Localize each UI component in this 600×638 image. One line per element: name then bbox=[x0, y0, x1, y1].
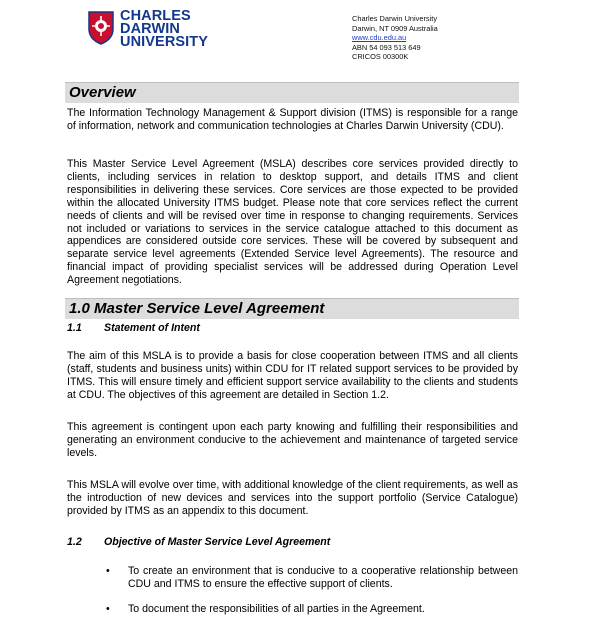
subsection-1-2-number: 1.2 bbox=[67, 536, 82, 548]
list-item-text: To create an environment that is conducive to a cooperative relationship between CDU and ITMS to ensure the effective support of clients. bbox=[128, 565, 518, 590]
subsection-1-2-heading bbox=[67, 536, 330, 548]
objectives-list bbox=[106, 565, 518, 628]
university-crest-icon bbox=[88, 11, 114, 45]
bullet-icon: • bbox=[106, 565, 110, 577]
section-1-heading: 1.0 Master Service Level Agreement bbox=[65, 298, 519, 319]
subsection-1-2-title: Objective of Master Service Level Agreement bbox=[104, 536, 331, 548]
logo-line-1: CHARLES bbox=[120, 8, 191, 24]
overview-paragraph-1: The Information Technology Management & Support division (ITMS) is responsible for a range of information, network and communication technologies at Charles Darwin University (CDU). bbox=[67, 107, 518, 132]
subsection-1-1-heading bbox=[67, 322, 200, 334]
list-item-text: To document the responsibilities of all parties in the Agreement. bbox=[128, 603, 425, 615]
university-logo bbox=[88, 10, 228, 52]
statement-paragraph-2: This agreement is contingent upon each party knowing and fulfilling their responsibilities and generating an environment conducive to the achievement and maintenance of targeted service levels. bbox=[67, 421, 518, 459]
logo-line-2: DARWIN bbox=[120, 21, 180, 37]
overview-paragraph-2: This Master Service Level Agreement (MSLA) describes core services provided directly to clients, including services in relation to desktop support, and details ITMS and client responsibilities in delivering these services. Core services are those expected to be provided within the allocated University ITMS budget. Please note that core services reflect the current needs of clients and will be revised over time in response to changing requirements. Services not included or variations to services in the service catalogue attached to this document as appendices are considered outside core services. These will be covered by subsequent and separate service level agreements (Extended Service level Agreements). The resource and financial impact of providing specialist services will be addressed during Operation Level Agreement negotiations. bbox=[67, 158, 518, 287]
contact-address: Darwin, NT 0909 Australia bbox=[352, 23, 438, 33]
list-item bbox=[106, 603, 518, 616]
statement-paragraph-1: The aim of this MSLA is to provide a basis for close cooperation between ITMS and all clients (staff, students and business units) within CDU for IT related support services to be provided by ITMS. This will ensure timely and efficient support service availability to the clients and students at CDU. The objectives of this agreement are detailed in Section 1.2. bbox=[67, 350, 518, 401]
contact-abn: ABN 54 093 513 649 bbox=[352, 42, 421, 52]
list-item bbox=[106, 565, 518, 591]
logo-line-3: UNIVERSITY bbox=[120, 34, 209, 50]
statement-paragraph-3: This MSLA will evolve over time, with additional knowledge of the client requirements, as well as the introduction of new devices and services into the support portfolio (Service Catalogue) provided by ITMS as an appendix to this document. bbox=[67, 479, 518, 517]
subsection-1-1-title: Statement of Intent bbox=[104, 322, 200, 334]
subsection-1-1-number: 1.1 bbox=[67, 322, 82, 334]
bullet-icon: • bbox=[106, 603, 110, 615]
logo-wordmark bbox=[120, 10, 208, 49]
contact-cricos: CRICOS 00300K bbox=[352, 52, 409, 62]
overview-heading: Overview bbox=[65, 82, 519, 103]
contact-website-link[interactable]: www.cdu.edu.au bbox=[352, 33, 407, 43]
contact-name: Charles Darwin University bbox=[352, 14, 438, 23]
contact-block bbox=[352, 14, 438, 62]
